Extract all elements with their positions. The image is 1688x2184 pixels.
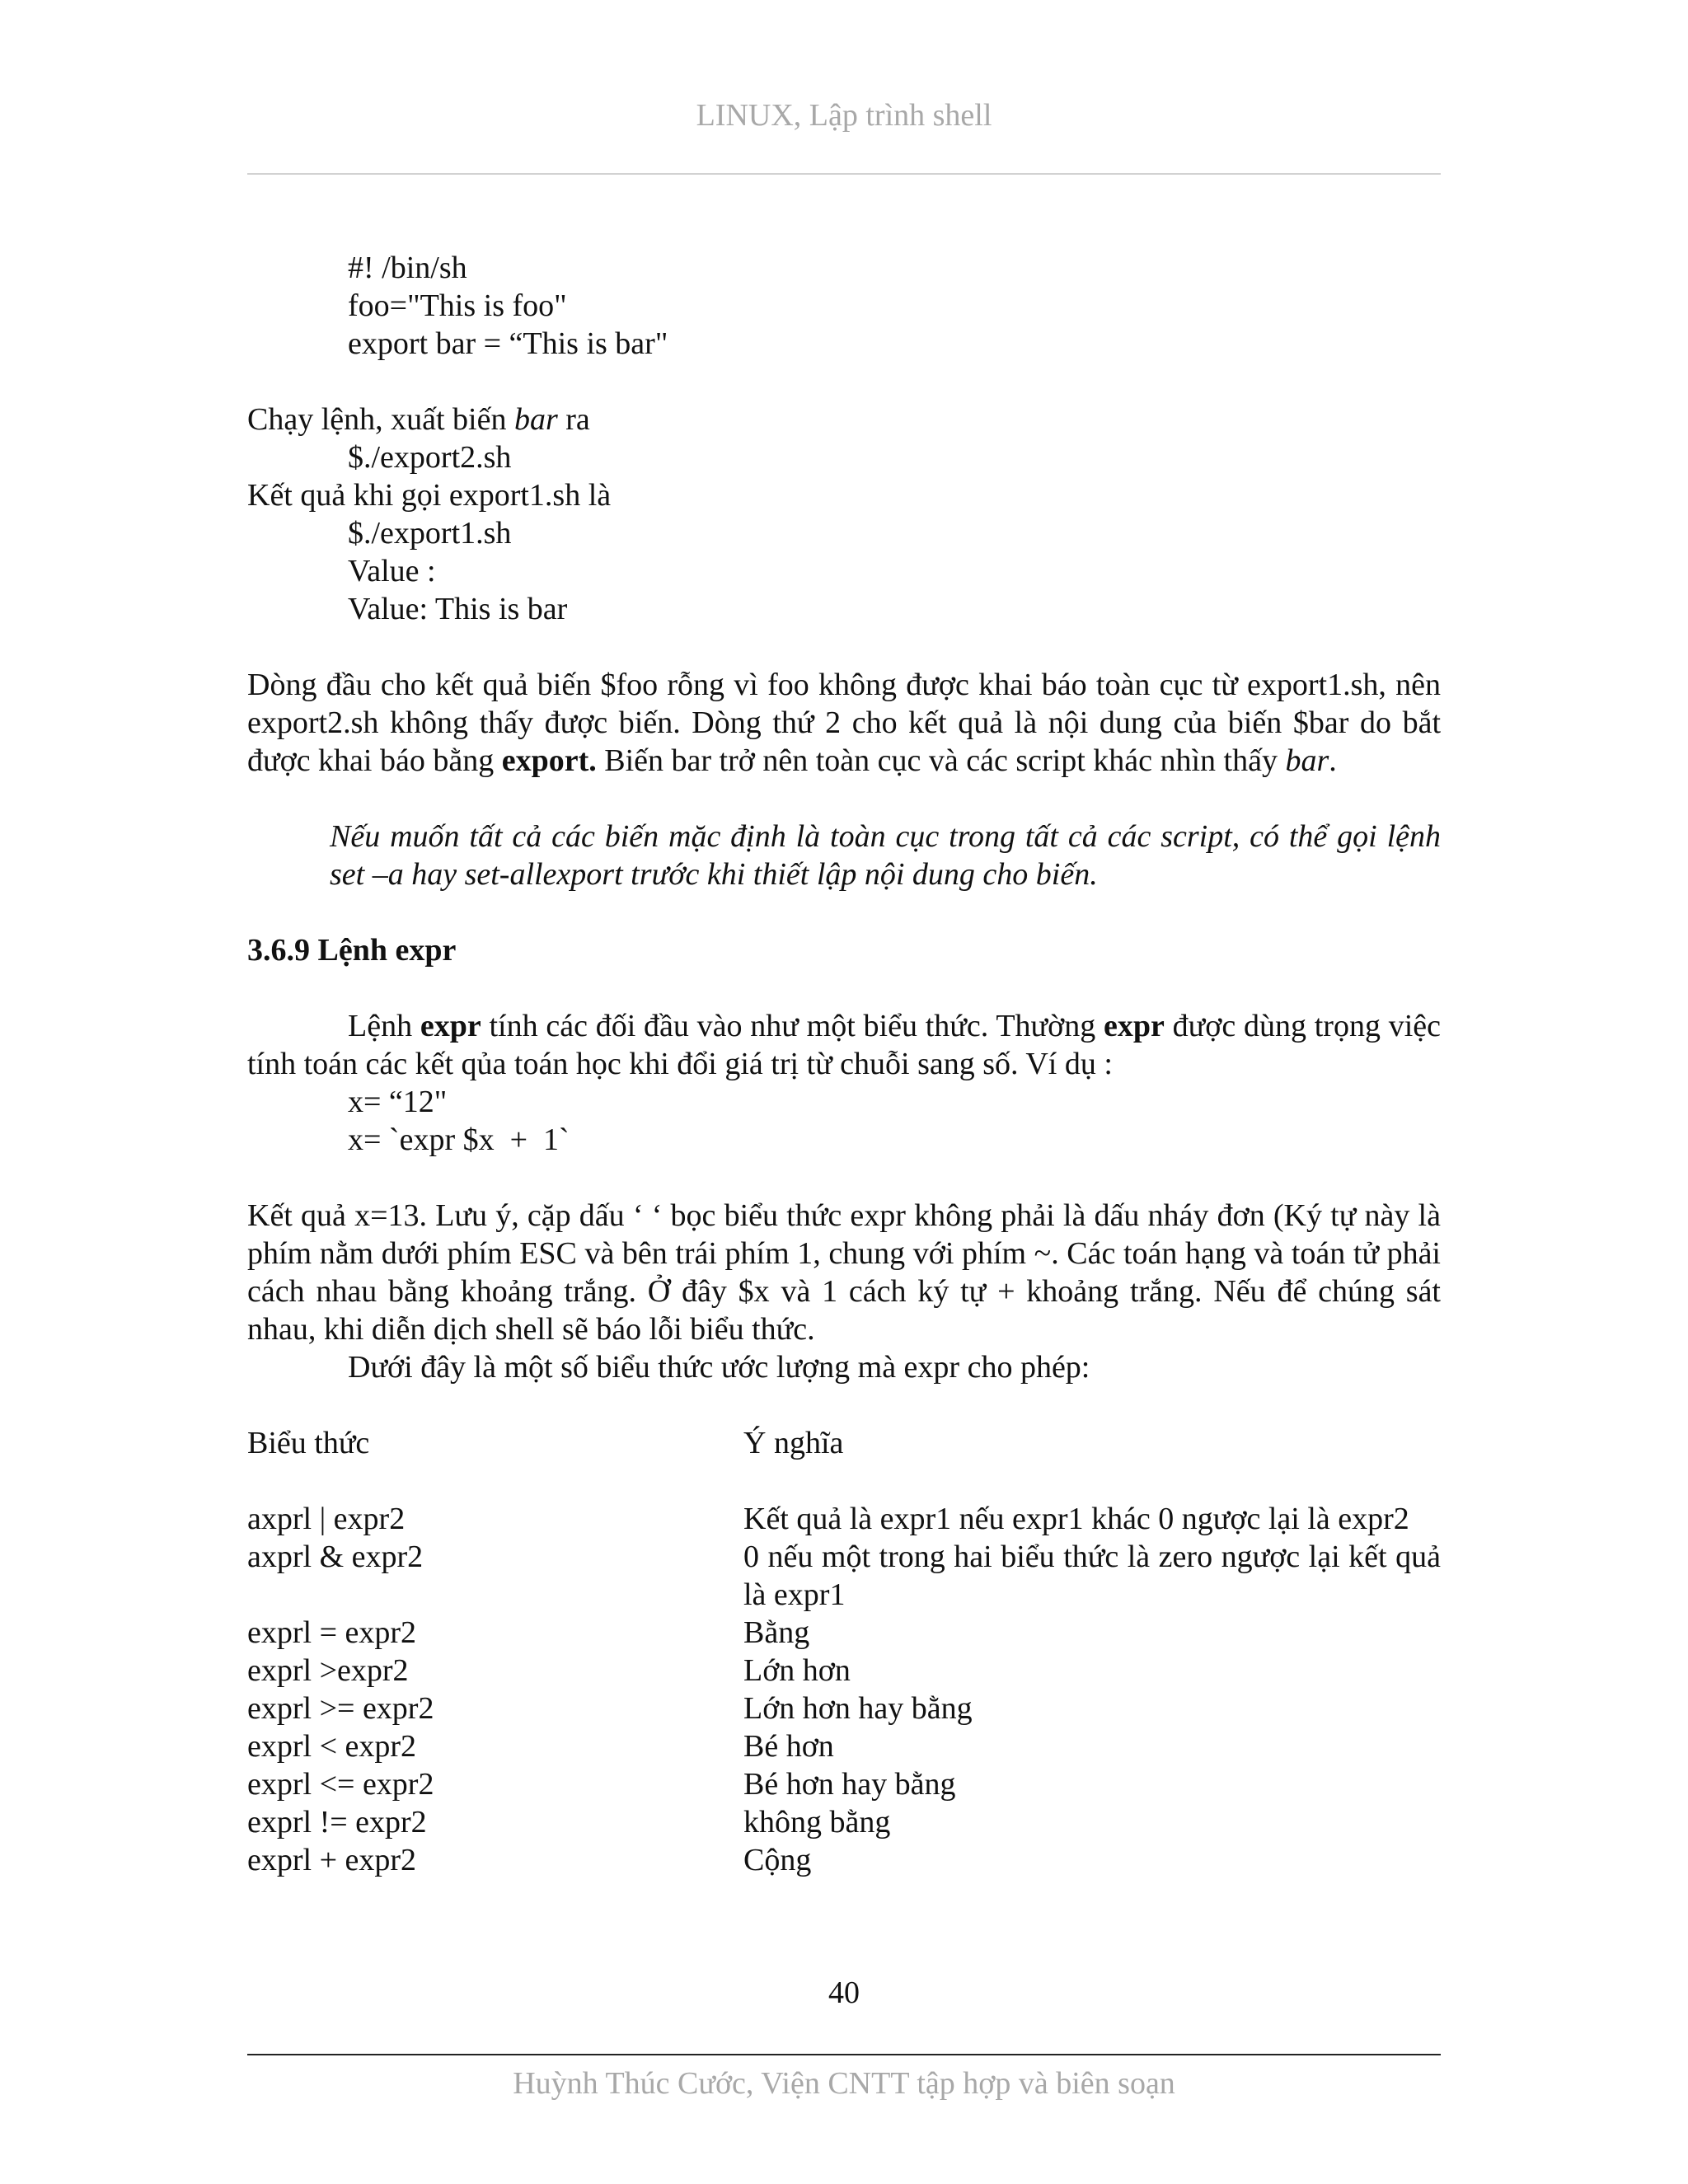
explanation-paragraph: Dòng đầu cho kết quả biến $foo rỗng vì foo không được khai báo toàn cục từ export1.sh, nên export2.sh không thấy được biến. Dòng thứ 2 cho kết quả là nội dung của biến $bar do bắt được khai báo bằng export. Biến bar trở nên toàn cục và các script khác nhìn thấy bar. — [247, 668, 1441, 778]
table-cell-meaning: Bé hơn hay bằng — [743, 1767, 956, 1802]
list-intro: Dưới đây là một số biểu thức ước lượng mà expr cho phép: — [348, 1350, 1090, 1385]
table-row — [247, 1765, 1441, 1803]
output-line: $./export1.sh — [348, 516, 512, 551]
output-line: Value: This is bar — [348, 592, 568, 626]
table-row — [247, 1614, 1441, 1652]
table-cell-expression: axprl | expr2 — [247, 1502, 406, 1536]
table-row — [247, 1538, 1441, 1614]
table-cell-expression: exprl = expr2 — [247, 1615, 417, 1650]
table-cell-meaning: 0 nếu một trong hai biểu thức là zero ngược lại kết quả là expr1 — [743, 1540, 1441, 1612]
table-row — [247, 1727, 1441, 1765]
table-cell-meaning: Cộng — [743, 1843, 812, 1877]
table-row — [247, 1652, 1441, 1690]
table-cell-meaning: Kết quả là expr1 nếu expr1 khác 0 ngược lại là expr2 — [743, 1502, 1409, 1536]
run-intro: Chạy lệnh, xuất biến bar ra — [247, 402, 590, 437]
code-block-expr — [247, 1083, 1441, 1159]
table-cell-expression: exprl < expr2 — [247, 1729, 417, 1764]
table-header-expression: Biểu thức — [247, 1426, 370, 1460]
run-example — [247, 401, 1441, 628]
table-row — [247, 1803, 1441, 1841]
table-row — [247, 1500, 1441, 1538]
code-line: foo="This is foo" — [348, 288, 567, 323]
table-cell-expression: exprl >= expr2 — [247, 1691, 434, 1726]
header-divider — [247, 173, 1441, 175]
table-header-row — [247, 1424, 1441, 1462]
expr-intro-paragraph: Lệnh expr tính các đối đầu vào như một biểu thức. Thường expr được dùng trọng việc tính toán các kết qủa toán học khi đổi giá trị từ chuỗi sang số. Ví dụ : — [247, 1009, 1442, 1081]
code-block-export — [247, 249, 1441, 363]
code-line: #! /bin/sh — [348, 251, 467, 285]
code-line: export bar = “This is bar" — [348, 326, 668, 361]
table-cell-expression: axprl & expr2 — [247, 1540, 424, 1574]
run-command: $./export2.sh — [348, 440, 512, 475]
table-cell-meaning: Bằng — [743, 1615, 810, 1650]
page-number: 40 — [828, 1975, 860, 2010]
result-paragraph: Kết quả x=13. Lưu ý, cặp dấu ‘ ‘ bọc biểu thức expr không phải là dấu nháy đơn (Ký tự này là phím nằm dưới phím ESC và bên trái phím 1, chung với phím ~. Các toán hạng và toán tử phải cách nhau bằng khoảng trắng. Ở đây $x và 1 cách ký tự + khoảng trắng. Nếu để chúng sát nhau, khi diễn dịch shell sẽ báo lỗi biểu thức. — [247, 1198, 1441, 1347]
section-heading: 3.6.9 Lệnh expr — [247, 933, 457, 968]
table-cell-expression: exprl <= expr2 — [247, 1767, 434, 1802]
code-line: x= “12" — [348, 1085, 448, 1119]
table-header-meaning: Ý nghĩa — [743, 1426, 844, 1460]
running-header: LINUX, Lập trình shell — [696, 98, 992, 133]
table-cell-meaning: Lớn hơn hay bằng — [743, 1691, 973, 1726]
table-cell-meaning: Bé hơn — [743, 1729, 834, 1764]
table-cell-expression: exprl >expr2 — [247, 1653, 409, 1688]
result-intro: Kết quả khi gọi export1.sh là — [247, 478, 612, 513]
running-footer: Huỳnh Thúc Cước, Viện CNTT tập hợp và biên soạn — [513, 2066, 1175, 2101]
table-cell-meaning: Lớn hơn — [743, 1653, 851, 1688]
table-cell-expression: exprl != expr2 — [247, 1805, 427, 1840]
note-paragraph: Nếu muốn tất cả các biến mặc định là toàn cục trong tất cả các script, có thể gọi lệnh set –a hay set-allexport trước khi thiết lập nội dung cho biến. — [330, 819, 1441, 892]
table-row — [247, 1841, 1441, 1879]
output-line: Value : — [348, 554, 436, 588]
code-line: x= `expr $x + 1` — [348, 1122, 570, 1157]
expr-table — [247, 1424, 1441, 1879]
table-cell-expression: exprl + expr2 — [247, 1843, 417, 1877]
footer-divider — [247, 2054, 1441, 2055]
table-row — [247, 1690, 1441, 1727]
table-cell-meaning: không bằng — [743, 1805, 891, 1840]
page-body — [247, 249, 1441, 1879]
